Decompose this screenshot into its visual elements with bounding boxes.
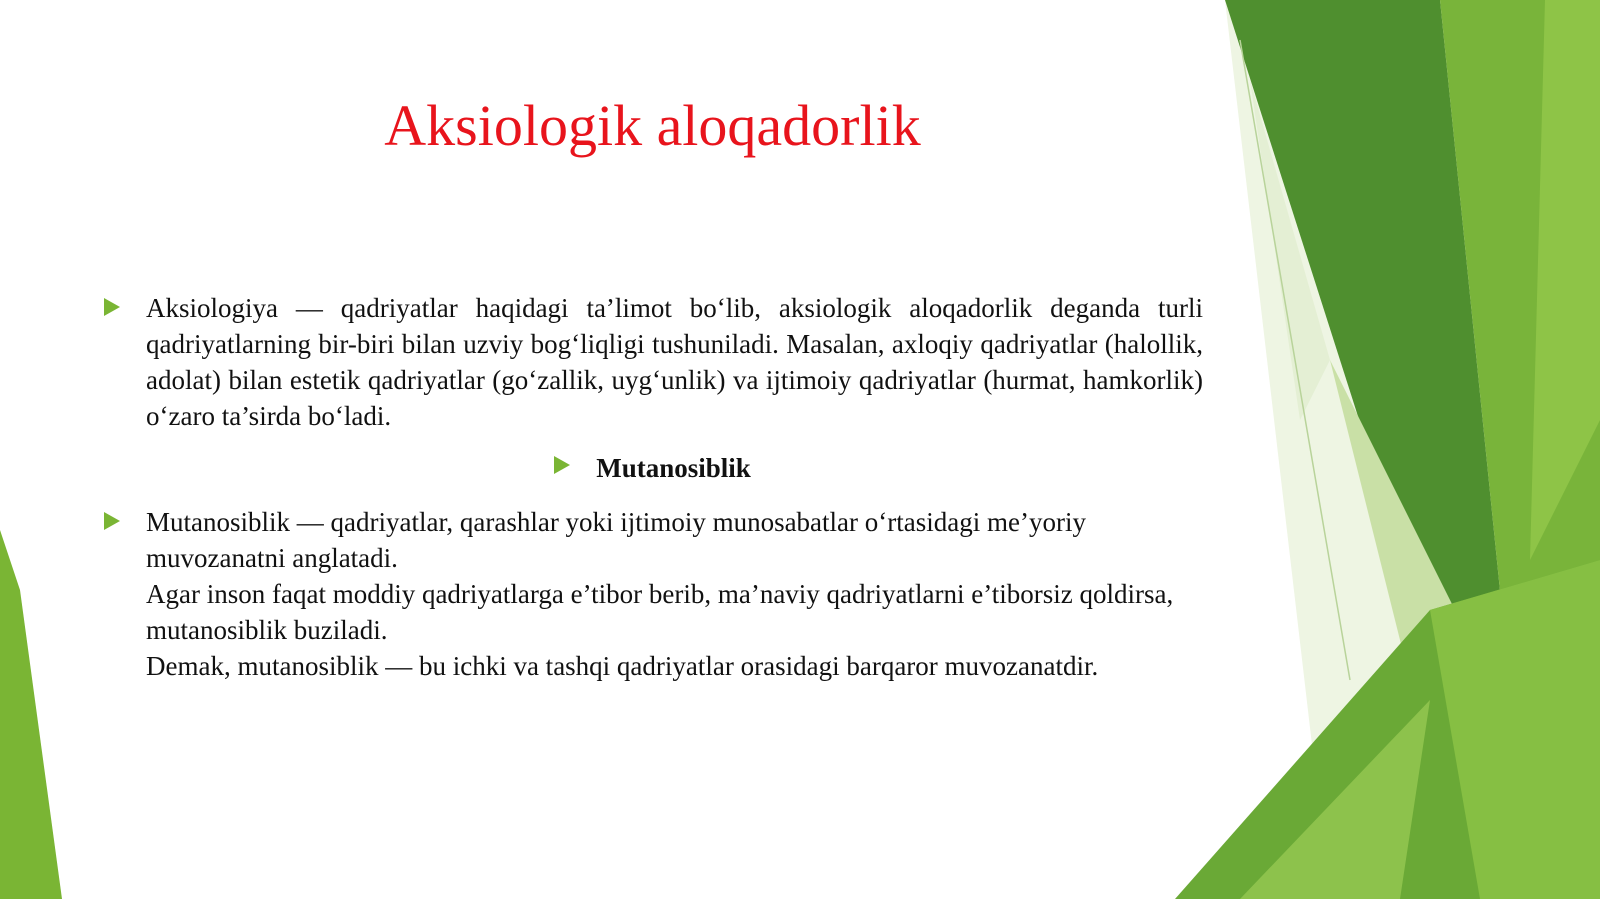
triangle-bullet-icon: [104, 512, 120, 530]
triangle-bullet-icon: [554, 456, 570, 474]
bullet-paragraph-1: [100, 290, 1203, 434]
bullet-paragraph-2: [100, 504, 1203, 684]
paragraph-2-line: Agar inson faqat moddiy qadriyatlarga e’tibor berib, ma’naviy qadriyatlarni e’tiborsiz qoldirsa, mutanosiblik buziladi.: [146, 579, 1174, 645]
section-heading-inner: [552, 450, 751, 486]
triangle-bullet-icon: [104, 298, 120, 316]
section-heading-text: Mutanosiblik: [596, 453, 751, 483]
paragraph-2-line: Mutanosiblik — qadriyatlar, qarashlar yoki ijtimoiy munosabatlar o‘rtasidagi me’yoriy muvozanatni anglatadi.: [146, 507, 1086, 573]
paragraph-1-text: Aksiologiya — qadriyatlar haqidagi ta’limot bo‘lib, aksiologik aloqadorlik deganda turli qadriyatlarning bir-biri bilan uzviy bog‘liqligi tushuniladi. Masalan, axloqiy qadriyatlar (halollik, adolat) bilan estetik qadriyatlar (go‘zallik, uyg‘unlik) va ijtimoiy qadriyatlar (hurmat, hamkorlik) o‘zaro ta’sirda bo‘ladi.: [146, 293, 1203, 431]
paragraph-2-line: Demak, mutanosiblik — bu ichki va tashqi qadriyatlar orasidagi barqaror muvozanatdir.: [146, 651, 1099, 681]
section-heading: [100, 450, 1203, 486]
slide-title: Aksiologik aloqadorlik: [384, 93, 921, 158]
paragraph-2-text: [146, 504, 1203, 684]
left-green-shape: [0, 530, 62, 899]
slide-content: [100, 290, 1203, 684]
